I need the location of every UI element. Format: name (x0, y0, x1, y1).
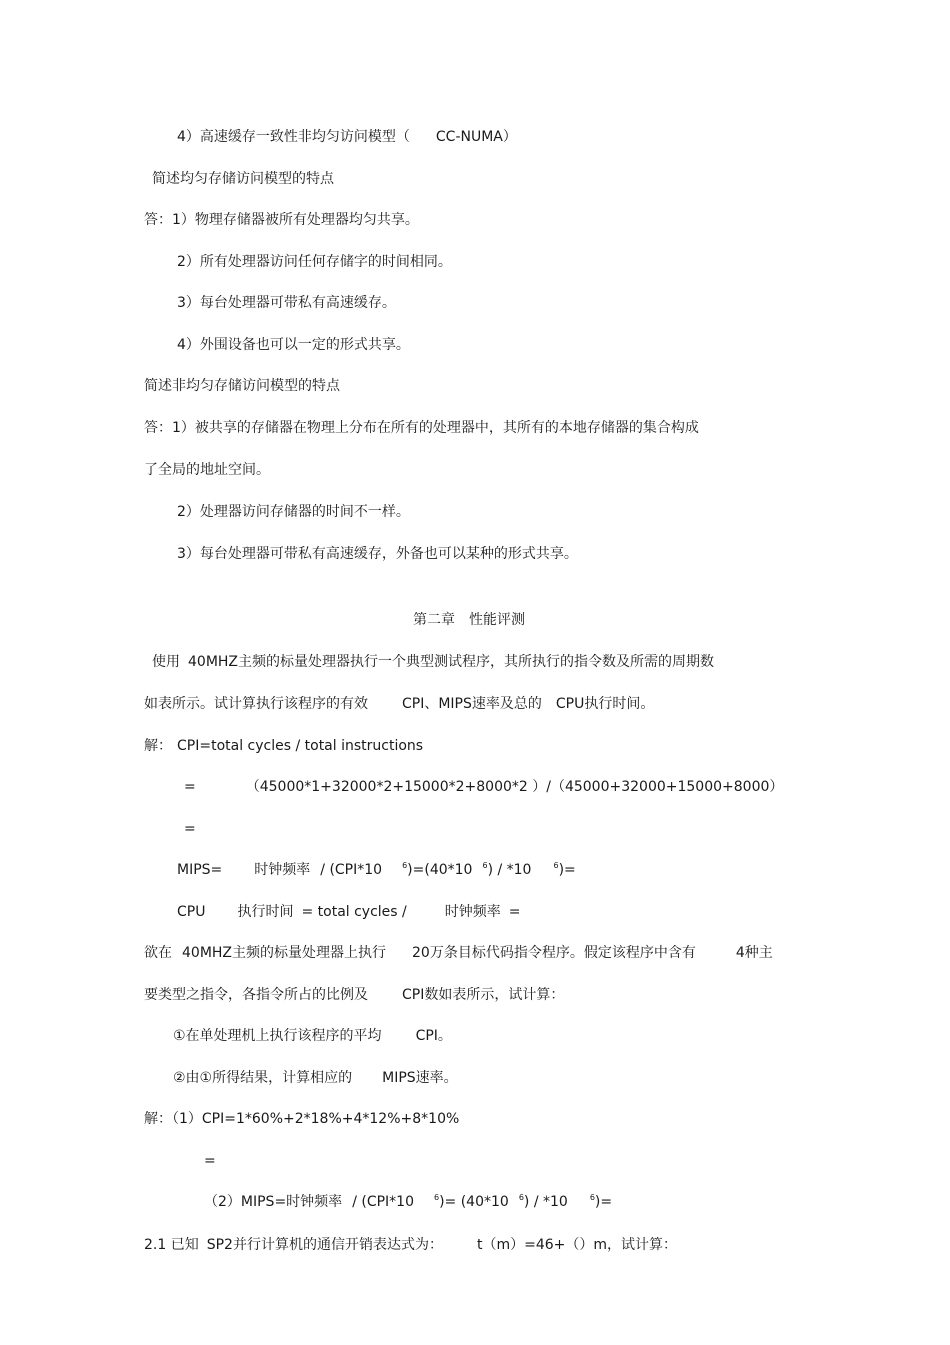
solution-2-mips: （2）MIPS=时钟频率 / (CPI*10 $^6$)= (40*10 $^6$) / *10 $^6$)= (204, 1193, 613, 1210)
line-cc-numa: 4）高速缓存一致性非均匀访问模型（ CC-NUMA） (177, 129, 517, 145)
heading-uma-features: 简述均匀存储访问模型的特点 (152, 171, 334, 187)
solution-1-cpi-expr: = （45000*1+32000*2+15000*2+8000*2 ）/（45000+32000+15000+8000） (184, 779, 784, 795)
solution-1-cpu-time: CPU 执行时间 = total cycles / 时钟频率 = (177, 904, 521, 920)
question-2-line-2: 要类型之指令，各指令所占的比例及 CPI数如表所示，试计算： (144, 987, 565, 1003)
question-2-1: 2.1 已知 SP2并行计算机的通信开销表达式为： t（m）=46+（）m，试计算： (144, 1237, 678, 1253)
answer-numa-1-cont: 了全局的地址空间。 (144, 462, 270, 478)
question-2-item-2: ②由①所得结果，计算相应的 MIPS速率。 (173, 1070, 458, 1086)
solution-1-cpi: 解： CPI=total cycles / total instructions (144, 738, 424, 754)
heading-numa-features: 简述非均匀存储访问模型的特点 (144, 378, 340, 394)
question-2-line-1: 欲在 40MHZ主频的标量处理器上执行 20万条目标代码指令程序。假定该程序中含有 4种主 (144, 945, 773, 961)
answer-uma-4: 4）外围设备也可以一定的形式共享。 (177, 337, 410, 353)
question-1-line-1: 使用 40MHZ主频的标量处理器执行一个典型测试程序，其所执行的指令数及所需的周期数 (152, 654, 715, 670)
answer-uma-3: 3）每台处理器可带私有高速缓存。 (177, 295, 396, 311)
answer-uma-2: 2）所有处理器访问任何存储字的时间相同。 (177, 254, 452, 270)
solution-2-cpi-result: = (204, 1153, 216, 1169)
answer-numa-1: 答：1）被共享的存储器在物理上分布在所有的处理器中，其所有的本地存储器的集合构成 (144, 420, 699, 436)
answer-uma-1: 答：1）物理存储器被所有处理器均匀共享。 (144, 212, 419, 228)
question-1-line-2: 如表所示。试计算执行该程序的有效 CPI、MIPS速率及总的 CPU执行时间。 (144, 696, 655, 712)
solution-1-mips: MIPS= 时钟频率 / (CPI*10 $^6$)=(40*10 $^6$) / *10 $^6$)= (177, 861, 576, 878)
chapter-title: 第二章 性能评测 (413, 612, 525, 628)
answer-numa-3: 3）每台处理器可带私有高速缓存，外备也可以某种的形式共享。 (177, 546, 578, 562)
answer-numa-2: 2）处理器访问存储器的时间不一样。 (177, 504, 410, 520)
solution-1-cpi-result: = (184, 821, 196, 837)
question-2-item-1: ①在单处理机上执行该程序的平均 CPI。 (173, 1028, 452, 1044)
solution-2-cpi: 解：（1）CPI=1*60%+2*18%+4*12%+8*10% (144, 1111, 460, 1127)
